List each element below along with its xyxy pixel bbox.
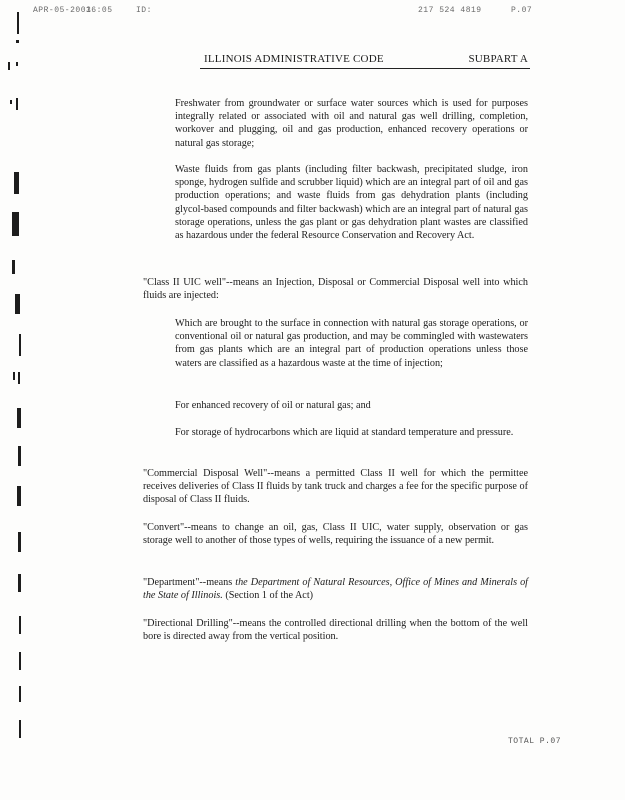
subpart-label: SUBPART A <box>468 53 528 65</box>
department-citation: (Section 1 of the Act) <box>222 590 314 602</box>
department-meaning: the Department of Natural Resources, Office of Mines and Minerals of the State of Illinois. <box>143 577 528 602</box>
fax-phone: 217 524 4819 <box>418 6 482 15</box>
fax-time: 16:05 <box>86 6 113 15</box>
code-title: ILLINOIS ADMINISTRATIVE CODE <box>204 53 384 65</box>
definition-convert: "Convert"--means to change an oil, gas, Class II UIC, water supply, observation or gas storage well to another of those types of wells, requiring the issuance of a new permit. <box>143 522 528 547</box>
paragraph-freshwater: Freshwater from groundwater or surface water sources which is used for purposes integrally related or associated with oil and natural gas well drilling, completion, workover and plugging, oil and gas production, enhanced recovery operations or natural gas storage; <box>175 98 528 149</box>
fax-header <box>0 4 625 18</box>
paragraph-brought-to-surface: Which are brought to the surface in connection with natural gas storage operations, or conventional oil or natural gas production, and may be commingled with wastewaters from gas plants which are an integral part of production operations unless those waters are classified as a hazardous waste at the time of injection; <box>175 318 528 369</box>
definition-department <box>143 576 528 602</box>
running-header <box>200 52 530 69</box>
definition-commercial-disposal-well: "Commercial Disposal Well"--means a permitted Class II well for which the permittee receives deliveries of Class II fluids by tank truck and charges a fee for the specific purpose of disposal of Class II fluids. <box>143 468 528 506</box>
fax-date: APR-05-2003 <box>33 6 92 15</box>
definition-class-ii-uic-well: "Class II UIC well"--means an Injection, Disposal or Commercial Disposal well into which fluids are injected: <box>143 277 528 302</box>
scan-margin-artifacts <box>0 0 40 800</box>
definition-directional-drilling: "Directional Drilling"--means the controlled directional drilling when the bottom of the well bore is directed away from the vertical position. <box>143 618 528 643</box>
paragraph-waste-fluids: Waste fluids from gas plants (including filter backwash, precipitated sludge, iron sponge, hydrogen sulfide and scrubber liquid) which are an integral part of oil and gas production operations; and waste fluids from gas dehydration plants (including glycol-based compounds and filter backwash) which are an integral part of natural gas storage operations, unless the gas plant or gas dehydration plant wastes are classified as hazardous under the federal Resource Conservation and Recovery Act. <box>175 164 528 242</box>
department-term: "Department"--means <box>143 577 236 588</box>
paragraph-storage-hydrocarbons: For storage of hydrocarbons which are liquid at standard temperature and pressure. <box>175 427 514 438</box>
fax-total-pages: TOTAL P.07 <box>508 737 562 746</box>
fax-page-number: P.07 <box>511 6 533 15</box>
paragraph-enhanced-recovery: For enhanced recovery of oil or natural gas; and <box>175 400 371 411</box>
fax-sender-id: ID: <box>136 6 152 15</box>
